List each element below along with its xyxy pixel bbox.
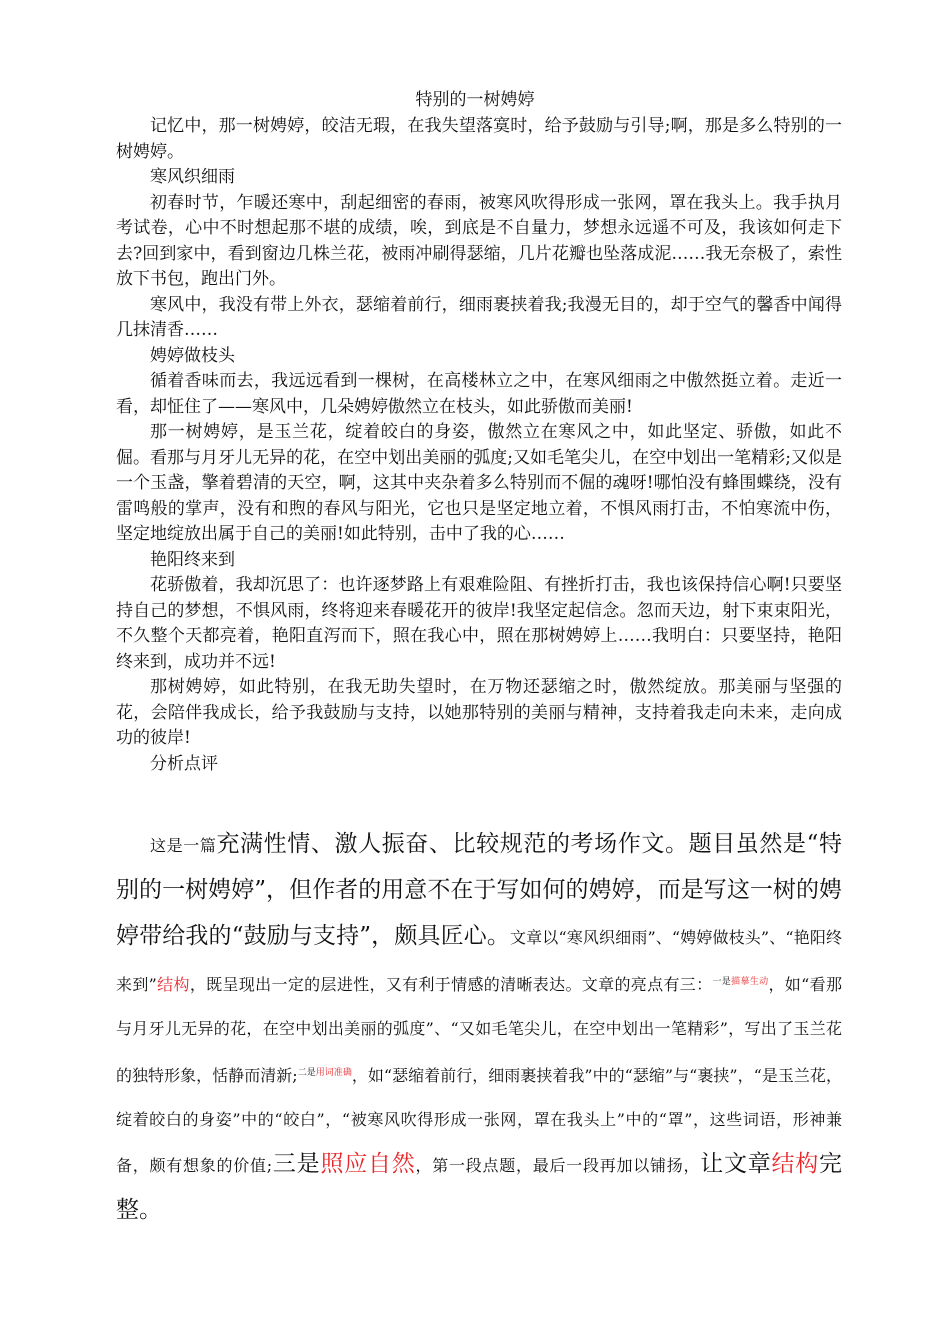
review-text: 文章以“寒风织细雨”、“娉婷做枝头”、“艳阳终来到” [116, 928, 842, 994]
review-text: ，第一段点题，最后一段再加以铺扬， [415, 1156, 701, 1175]
review-text: ，既呈现出一定的层进性，又有利于情感的清晰表达。文章的亮点有三： [189, 975, 713, 994]
review-text-large: 完整。 [116, 1151, 843, 1223]
section-heading-1: 寒风织细雨 [150, 167, 235, 187]
review-heading: 分析点评 [150, 753, 218, 774]
review-annotation: 一是 [712, 977, 732, 987]
paragraph: 寒风中，我没有带上外衣，瑟缩着前行，细雨裹挟着我;我漫无目的，却于空气的馨香中闻得几抹清香…… [116, 294, 842, 340]
review-text-large: 充满性情、激人振奋、比较规范的考场作文。题目虽然是“特别的一树娉婷”，但作者的用意不在于写如何的娉婷，而是写这一树的娉婷带给我的“鼓励与支持”，颇具匠心。 [116, 831, 842, 949]
review-text-large: 三是 [272, 1151, 321, 1177]
essay-body [116, 114, 842, 777]
paragraph: 花骄傲着，我却沉思了：也许逐梦路上有艰难险阻、有挫折打击，我也该保持信心啊!只要坚持自己的梦想，不惧风雨，终将迎来春暖花开的彼岸!我坚定起信念。忽而天边，射下束束阳光，不久整个天都亮着，艳阳直泻而下，照在我心中，照在那树娉婷上……我明白：只要坚持，艳阳终来到，成功并不远! [116, 575, 842, 672]
review-highlight: 结构 [156, 975, 190, 994]
review-paragraph [116, 822, 842, 1234]
review-annotation-highlight: 描摹生动 [731, 977, 769, 987]
review-text: ，如“瑟缩着前行，细雨裹挟着我”中的“瑟缩”与“裹挟”，“是玉兰花，绽着皎白的身姿”中的“皎白”，“被寒风吹得形成一张网，罩在我头上”中的“罩”，这些词语，形神兼备，颇有想象的价值; [116, 1066, 842, 1175]
review-text: ，如“看那与月牙儿无异的花，在空中划出美丽的弧度”、“又如毛笔尖儿，在空中划出一笔精彩”，写出了玉兰花的独特形象，恬静而清新; [116, 975, 842, 1085]
review-annotation-highlight: 用词准确 [315, 1068, 352, 1078]
review-text: 这是一篇 [150, 836, 217, 855]
paragraph: 初春时节，乍暖还寒中，刮起细密的春雨，被寒风吹得形成一张网，罩在我头上。我手执月考试卷，心中不时想起那不堪的成绩，唉，到底是不自量力，梦想永远遥不可及，我该如何走下去?回到家中，看到窗边几株兰花，被雨冲刷得瑟缩，几片花瓣也坠落成泥……我无奈极了，索性放下书包，跑出门外。 [116, 192, 842, 289]
review-highlight-large: 结构 [771, 1151, 820, 1177]
section-heading-3: 艳阳终来到 [150, 549, 235, 570]
review-text-large: 让文章 [700, 1151, 772, 1177]
review-highlight-large: 照应自然 [320, 1151, 416, 1177]
paragraph: 那树娉婷，如此特别，在我无助失望时，在万物还瑟缩之时，傲然绽放。那美丽与坚强的花，会陪伴我成长，给予我鼓励与支持，以她那特别的美丽与精神，支持着我走向未来，走向成功的彼岸! [116, 677, 842, 748]
essay-title: 特别的一树娉婷 [415, 90, 535, 110]
paragraph: 那一树娉婷，是玉兰花，绽着皎白的身姿，傲然立在寒风之中，如此坚定、骄傲，如此不倔。看那与月牙儿无异的花，在空中划出美丽的弧度;又如毛笔尖儿，在空中划出一笔精彩;又似是一个玉盏，擎着碧清的天空，啊，这其中夹杂着多么特别而不倔的魂呀!哪怕没有蜂围蝶绕，没有雷鸣般的掌声，没有和煦的春风与阳光，它也只是坚定地立着，不惧风雨打击，不怕寒流中伤，坚定地绽放出属于自己的美丽!如此特别，击中了我的心…… [116, 422, 842, 544]
section-heading-2: 娉婷做枝头 [150, 345, 235, 366]
review-annotation: 二是 [297, 1068, 316, 1078]
paragraph: 循着香味而去，我远远看到一棵树，在高楼林立之中，在寒风细雨之中傲然挺立着。走近一看，却怔住了——寒风中，几朵娉婷傲然立在枝头，如此骄傲而美丽! [116, 371, 842, 417]
paragraph-intro: 记忆中，那一树娉婷，皎洁无瑕，在我失望落寞时，给予鼓励与引导;啊，那是多么特别的一树娉婷。 [116, 116, 842, 162]
